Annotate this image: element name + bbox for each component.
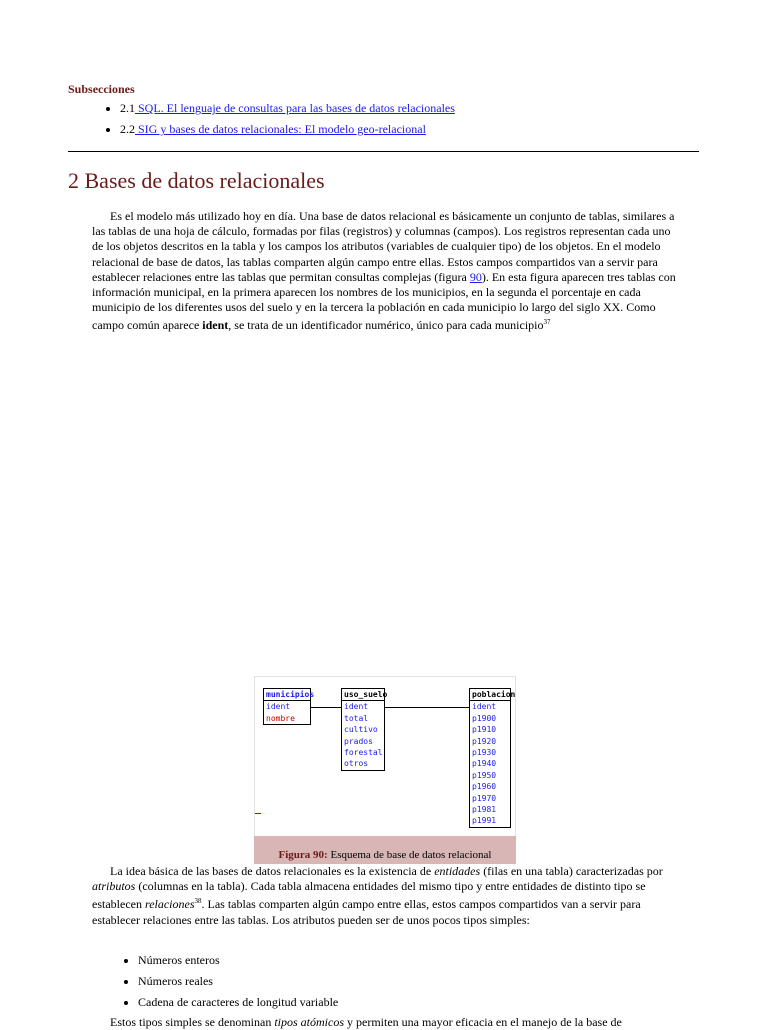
relation-line — [311, 707, 341, 708]
subsection-link-sql[interactable]: SQL. El lenguaje de consultas para las bases de datos relacionales — [135, 101, 455, 115]
italic-term: atributos — [92, 879, 136, 894]
paragraph-intro — [92, 209, 682, 334]
table-field: nombre — [266, 713, 295, 723]
text: Estos tipos simples se denominan — [110, 1015, 275, 1029]
table-field: p1981 — [472, 805, 497, 815]
table-field: total — [344, 713, 369, 723]
subsection-number: 2.1 — [120, 101, 135, 115]
table-header: poblacion — [470, 689, 510, 701]
table-poblacion — [469, 688, 516, 828]
figure-caption — [254, 836, 516, 864]
page-title: 2 Bases de datos relacionales — [68, 168, 325, 193]
italic-term: tipos atómicos — [274, 1015, 344, 1029]
list-item — [120, 119, 455, 140]
table-field: p1910 — [472, 725, 497, 735]
table-field: p1970 — [472, 793, 497, 803]
list-item — [120, 98, 455, 119]
footnote-link[interactable]: 38 — [194, 897, 202, 906]
divider — [68, 151, 699, 152]
table-uso-suelo — [341, 688, 388, 771]
table-field: p1930 — [472, 748, 497, 758]
table-header: municipios — [264, 689, 310, 701]
types-list — [118, 950, 338, 1013]
text: ). En esta figura aparecen tres tablas con información municipal, en la primera aparecen los nombres de los municipios, en la segunda el porcentaje en cada municipio de los diferentes usos del suelo y en la tercera la población en cada municipio lo largo del siglo XX. Como campo común aparece — [92, 269, 676, 333]
italic-term: entidades — [434, 864, 481, 878]
text: Es el modelo más utilizado hoy en día. Una base de datos relacional es básicamente un conjunto de tablas, similares a las tablas de una hoja de cálculo, formadas por filas (registros) y columnas (campos). Los registros representan cada uno de los objetos descritos en la tabla y los campos los atributos (variables de cualquier tipo) de los objetos. En el modelo relacional de base de datos, las tablas comparten algún campo entre ellas. Estos campos compartidos van a servir para establecer relaciones entre las tablas que permitan consultas complejas (figura — [92, 209, 675, 284]
list-item: • Cadena de caracteres de longitud variable — [138, 992, 338, 1013]
table-field: otros — [344, 759, 369, 769]
text: . Las tablas comparten algún campo entre ellas, estos campos compartidos van a servir para establecer relaciones entre las tablas. Los atributos pueden ser de unos pocos tipos simples: — [92, 897, 641, 927]
bold-term: ident — [202, 318, 229, 333]
table-field: cultivo — [344, 725, 378, 735]
subsections-list — [100, 98, 455, 140]
table-field: ident — [344, 702, 369, 712]
figure-link[interactable]: 90 — [469, 269, 482, 284]
subsections-title: Subsecciones — [68, 82, 135, 96]
table-field: ident — [472, 702, 497, 712]
marker-line — [255, 813, 261, 814]
paragraph-entities — [92, 864, 682, 928]
subsection-link-sig[interactable]: SIG y bases de datos relacionales: El modelo geo-relacional — [135, 122, 426, 136]
paragraph-atomic — [92, 1015, 682, 1030]
caption-label: Figura 90: — [278, 849, 328, 861]
footnote-link[interactable]: 37 — [543, 318, 551, 327]
relation-line — [385, 707, 469, 708]
table-field: p1900 — [472, 713, 497, 723]
table-field: prados — [344, 736, 373, 746]
table-field: forestal — [344, 748, 383, 758]
italic-term: relaciones — [144, 897, 195, 912]
text: y permiten una mayor eficacia en el manejo de la base de — [344, 1015, 622, 1029]
table-field: ident — [266, 702, 291, 712]
table-field: p1991 — [472, 816, 497, 826]
subsection-number: 2.2 — [120, 122, 135, 136]
text: , se trata de un identificador numérico, único para cada municipio — [228, 318, 544, 333]
text: (columnas en la tabla). Cada tabla almacena entidades del mismo tipo y entre entidades de distinto tipo se establecen — [92, 879, 646, 912]
text: (filas en una tabla) caracterizadas por — [480, 864, 663, 878]
table-header: uso_suelo — [342, 689, 384, 701]
table-field: p1940 — [472, 759, 497, 769]
list-item: • Números enteros — [138, 950, 338, 971]
list-item: • Números reales — [138, 971, 338, 992]
table-field: p1950 — [472, 770, 497, 780]
caption-text: Esquema de base de datos relacional — [327, 849, 492, 861]
table-field: p1920 — [472, 736, 497, 746]
text: La idea básica de las bases de datos relacionales es la existencia de — [110, 864, 435, 878]
table-field: p1960 — [472, 782, 497, 792]
table-municipios — [263, 688, 315, 725]
